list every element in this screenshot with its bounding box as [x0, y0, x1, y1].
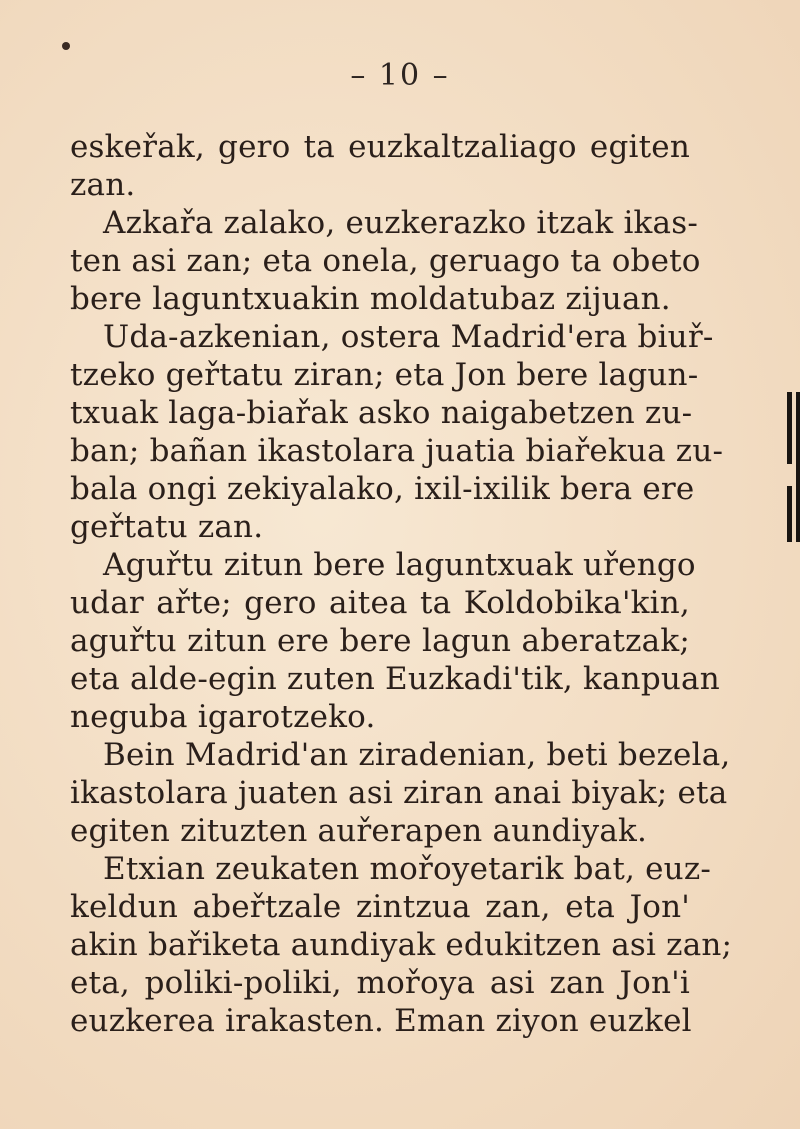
- text-line: bala ongi zekiyalako, ixil-ixilik bera ere: [70, 471, 695, 507]
- text-line: geřtatu zan.: [70, 509, 264, 545]
- binding-mark: [787, 392, 792, 464]
- text-line: eta, poliki-poliki, mořoya asi zan Jon'i: [70, 965, 690, 1001]
- text-line: tzeko geřtatu ziran; eta Jon bere lagun-: [70, 357, 699, 393]
- binding-mark: [796, 392, 800, 542]
- page-number: – 10 –: [350, 58, 450, 93]
- text-line: ban; bañan ikastolara juatia biařekua zu-: [70, 433, 724, 469]
- text-line: Aguřtu zitun bere laguntxuak uřengo: [103, 547, 696, 583]
- binding-mark: [787, 486, 792, 542]
- text-line: neguba igarotzeko.: [70, 699, 376, 735]
- text-line: keldun abeřtzale zintzua zan, eta Jon': [70, 889, 690, 925]
- text-line: txuak laga-biařak asko naigabetzen zu-: [70, 395, 693, 431]
- text-line: udar ařte; gero aitea ta Koldobika'kin,: [70, 585, 690, 621]
- text-line: eskeřak, gero ta euzkaltzaliago egiten: [70, 129, 690, 165]
- text-line: ten asi zan; eta onela, geruago ta obeto: [70, 243, 701, 279]
- text-line: Etxian zeukaten mořoyetarik bat, euz-: [103, 851, 712, 887]
- text-line: egiten zituzten auřerapen aundiyak.: [70, 813, 648, 849]
- text-line: akin bařiketa aundiyak edukitzen asi zan;: [70, 927, 733, 963]
- ink-spot: [62, 42, 70, 50]
- text-line: bere laguntxuakin moldatubaz zijuan.: [70, 281, 671, 317]
- text-line: euzkerea irakasten. Eman ziyon euzkel: [70, 1003, 692, 1039]
- body-text: [70, 128, 733, 1040]
- text-line: zan.: [70, 167, 136, 203]
- text-line: eta alde-egin zuten Euzkadi'tik, kanpuan: [70, 661, 720, 697]
- text-line: Uda-azkenian, ostera Madrid'era biuř-: [103, 319, 714, 355]
- text-line: ikastolara juaten asi ziran anai biyak; eta: [70, 775, 728, 811]
- text-line: Bein Madrid'an ziradenian, beti bezela,: [103, 737, 731, 773]
- text-line: Azkařa zalako, euzkerazko itzak ikas-: [103, 205, 699, 241]
- text-line: aguřtu zitun ere bere lagun aberatzak;: [70, 623, 690, 659]
